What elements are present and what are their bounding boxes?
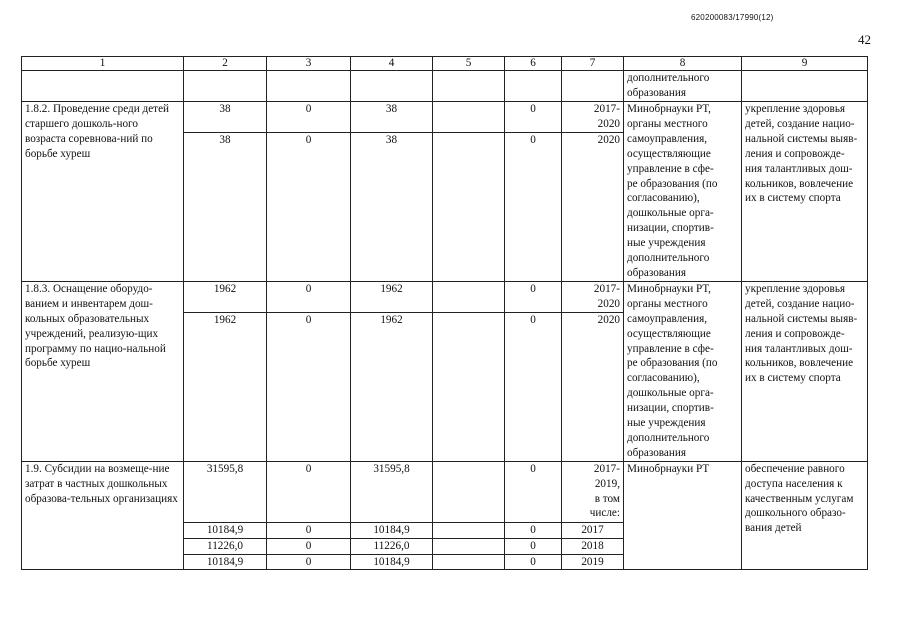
executors-continued: дополнительного образования bbox=[624, 71, 742, 102]
cell-col4: 1962 bbox=[351, 313, 433, 462]
table-row bbox=[22, 461, 868, 522]
cell-col6: 0 bbox=[505, 102, 562, 133]
cell-years: 2019 bbox=[562, 554, 624, 570]
column-number: 1 bbox=[22, 57, 184, 71]
cell-years: 2020 bbox=[562, 133, 624, 282]
cell-col5 bbox=[433, 538, 505, 554]
row-result: обеспечение равного доступа населения к качественным услугам дошкольного образо- вания детей bbox=[742, 461, 868, 570]
column-number: 3 bbox=[267, 57, 351, 71]
row-result: укрепление здоровья детей, создание нацио- нальной системы выяв- ления и сопровожде- ния талантливых дош- кольников, вовлечение их в систему спорта bbox=[742, 102, 868, 282]
cell-col3: 0 bbox=[267, 281, 351, 312]
cell-col4: 10184,9 bbox=[351, 554, 433, 570]
cell-total: 38 bbox=[184, 102, 267, 133]
cell-years: 2017 bbox=[562, 522, 624, 538]
column-number: 7 bbox=[562, 57, 624, 71]
table-row bbox=[22, 102, 868, 133]
cell-years: 2018 bbox=[562, 538, 624, 554]
cell-col4: 10184,9 bbox=[351, 522, 433, 538]
cell-col3: 0 bbox=[267, 102, 351, 133]
cell-years: 2017- 2020 bbox=[562, 281, 624, 312]
cell-col4: 38 bbox=[351, 133, 433, 282]
cell-col5 bbox=[433, 461, 505, 522]
cell-col5 bbox=[433, 522, 505, 538]
cell-col4: 11226,0 bbox=[351, 538, 433, 554]
row-executors: Минобрнауки РТ, органы местного самоуправления, осуществляющие управление в сфе- ре образования (по согласованию), дошкольные орга- низации, спортив- ные учреждения дополнительного образования bbox=[624, 102, 742, 282]
cell-total: 1962 bbox=[184, 313, 267, 462]
cell-total: 38 bbox=[184, 133, 267, 282]
document-id: 620200083/17990(12) bbox=[691, 13, 774, 22]
page-number: 42 bbox=[858, 32, 871, 47]
cell-total: 10184,9 bbox=[184, 522, 267, 538]
column-number-row bbox=[22, 57, 868, 71]
column-number: 9 bbox=[742, 57, 868, 71]
cell-total: 1962 bbox=[184, 281, 267, 312]
cell-total: 10184,9 bbox=[184, 554, 267, 570]
cell-col3: 0 bbox=[267, 554, 351, 570]
cell-col4: 1962 bbox=[351, 281, 433, 312]
column-number: 6 bbox=[505, 57, 562, 71]
table-row bbox=[22, 281, 868, 312]
row-description: 1.8.2. Проведение среди детей старшего дошколь-ного возраста соревнова-ний по борьбе хуреш bbox=[22, 102, 184, 282]
cell-years: 2020 bbox=[562, 313, 624, 462]
cell-col4: 38 bbox=[351, 102, 433, 133]
cell-total: 11226,0 bbox=[184, 538, 267, 554]
continued-row bbox=[22, 71, 868, 102]
cell-col6: 0 bbox=[505, 281, 562, 312]
cell-col5 bbox=[433, 133, 505, 282]
cell-years: 2017- 2020 bbox=[562, 102, 624, 133]
row-executors: Минобрнауки РТ bbox=[624, 461, 742, 570]
cell-col5 bbox=[433, 281, 505, 312]
cell-col6: 0 bbox=[505, 522, 562, 538]
cell-col6: 0 bbox=[505, 461, 562, 522]
row-executors: Минобрнауки РТ, органы местного самоуправления, осуществляющие управление в сфе- ре образования (по согласованию), дошкольные орга- низации, спортив- ные учреждения дополнительного образования bbox=[624, 281, 742, 461]
cell-col5 bbox=[433, 313, 505, 462]
program-table bbox=[21, 56, 868, 570]
column-number: 8 bbox=[624, 57, 742, 71]
cell-col3: 0 bbox=[267, 313, 351, 462]
cell-col6: 0 bbox=[505, 313, 562, 462]
cell-col3: 0 bbox=[267, 538, 351, 554]
cell-total: 31595,8 bbox=[184, 461, 267, 522]
column-number: 5 bbox=[433, 57, 505, 71]
cell-years: 2017- 2019, в том числе: bbox=[562, 461, 624, 522]
row-description: 1.8.3. Оснащение оборудо-ванием и инвентарем дош-кольных образовательных учреждений, реализую-щих программу по нацио-нальной борьбе хуреш bbox=[22, 281, 184, 461]
cell-col4: 31595,8 bbox=[351, 461, 433, 522]
cell-col5 bbox=[433, 102, 505, 133]
cell-col6: 0 bbox=[505, 554, 562, 570]
cell-col6: 0 bbox=[505, 538, 562, 554]
cell-col6: 0 bbox=[505, 133, 562, 282]
column-number: 4 bbox=[351, 57, 433, 71]
cell-col3: 0 bbox=[267, 522, 351, 538]
cell-col3: 0 bbox=[267, 461, 351, 522]
cell-col3: 0 bbox=[267, 133, 351, 282]
row-result: укрепление здоровья детей, создание нацио- нальной системы выяв- ления и сопровожде- ния талантливых дош- кольников, вовлечение их в систему спорта bbox=[742, 281, 868, 461]
cell-col5 bbox=[433, 554, 505, 570]
row-description: 1.9. Субсидии на возмеще-ние затрат в частных дошкольных образова-тельных организациях bbox=[22, 461, 184, 570]
column-number: 2 bbox=[184, 57, 267, 71]
